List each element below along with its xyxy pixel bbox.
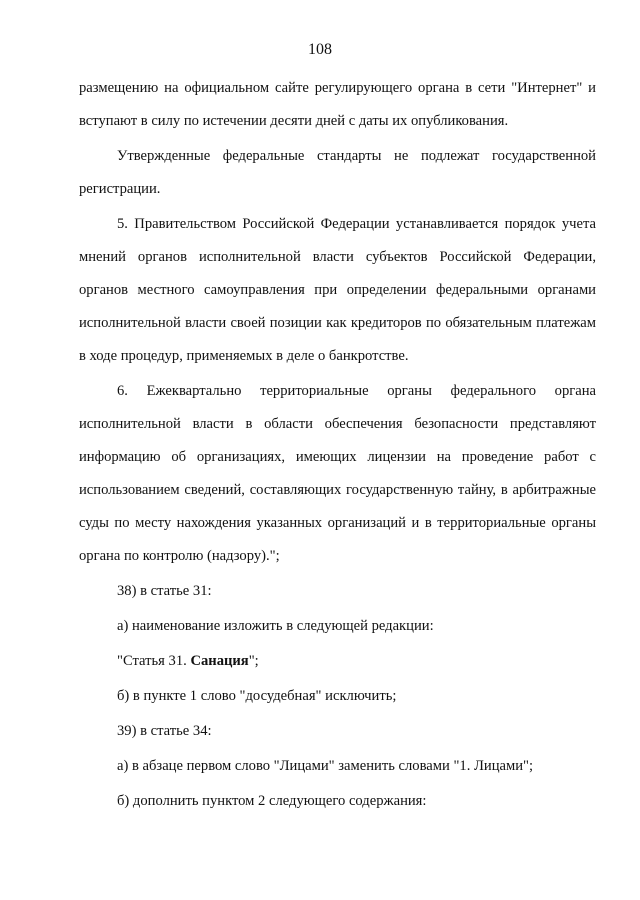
article-31-bold-title: Санация <box>190 653 249 669</box>
article-31-suffix: "; <box>248 653 259 669</box>
page-number: 108 <box>308 41 332 58</box>
paragraph-38-a: а) наименование изложить в следующей редакции: <box>117 618 434 634</box>
document-body <box>79 72 596 818</box>
paragraph-item-5: 5. Правительством Российской Федерации устанавливается порядок учета мнений органов исполнительной власти субъектов Российской Федерации, органов местного самоуправления при определении федеральными органами исполнительной власти своей позиции как кредиторов по обязательным платежам в ходе процедур, применяемых в деле о банкротстве. <box>79 216 596 364</box>
paragraph-39-a: а) в абзаце первом слово "Лицами" заменить словами "1. Лицами"; <box>117 758 534 774</box>
paragraph-continuation: размещению на официальном сайте регулирующего органа в сети "Интернет" и вступают в силу по истечении десяти дней с даты их опубликования. <box>79 80 596 129</box>
paragraph-article-31-title <box>79 645 596 678</box>
paragraph-38-b: б) в пункте 1 слово "досудебная" исключить; <box>117 688 397 704</box>
paragraph-38: 38) в статье 31: <box>117 583 212 599</box>
paragraph-39-b: б) дополнить пунктом 2 следующего содержания: <box>117 793 427 809</box>
paragraph-standards-registration: Утвержденные федеральные стандарты не подлежат государственной регистрации. <box>79 148 596 197</box>
article-31-prefix: "Статья 31. <box>117 653 191 669</box>
paragraph-39: 39) в статье 34: <box>117 723 212 739</box>
paragraph-item-6: 6. Ежеквартально территориальные органы федерального органа исполнительной власти в области обеспечения безопасности представляют информацию об организациях, имеющих лицензии на проведение работ с использованием сведений, составляющих государственную тайну, в арбитражные суды по месту нахождения указанных организаций и в территориальные органы органа по контролю (надзору)."; <box>79 383 596 564</box>
